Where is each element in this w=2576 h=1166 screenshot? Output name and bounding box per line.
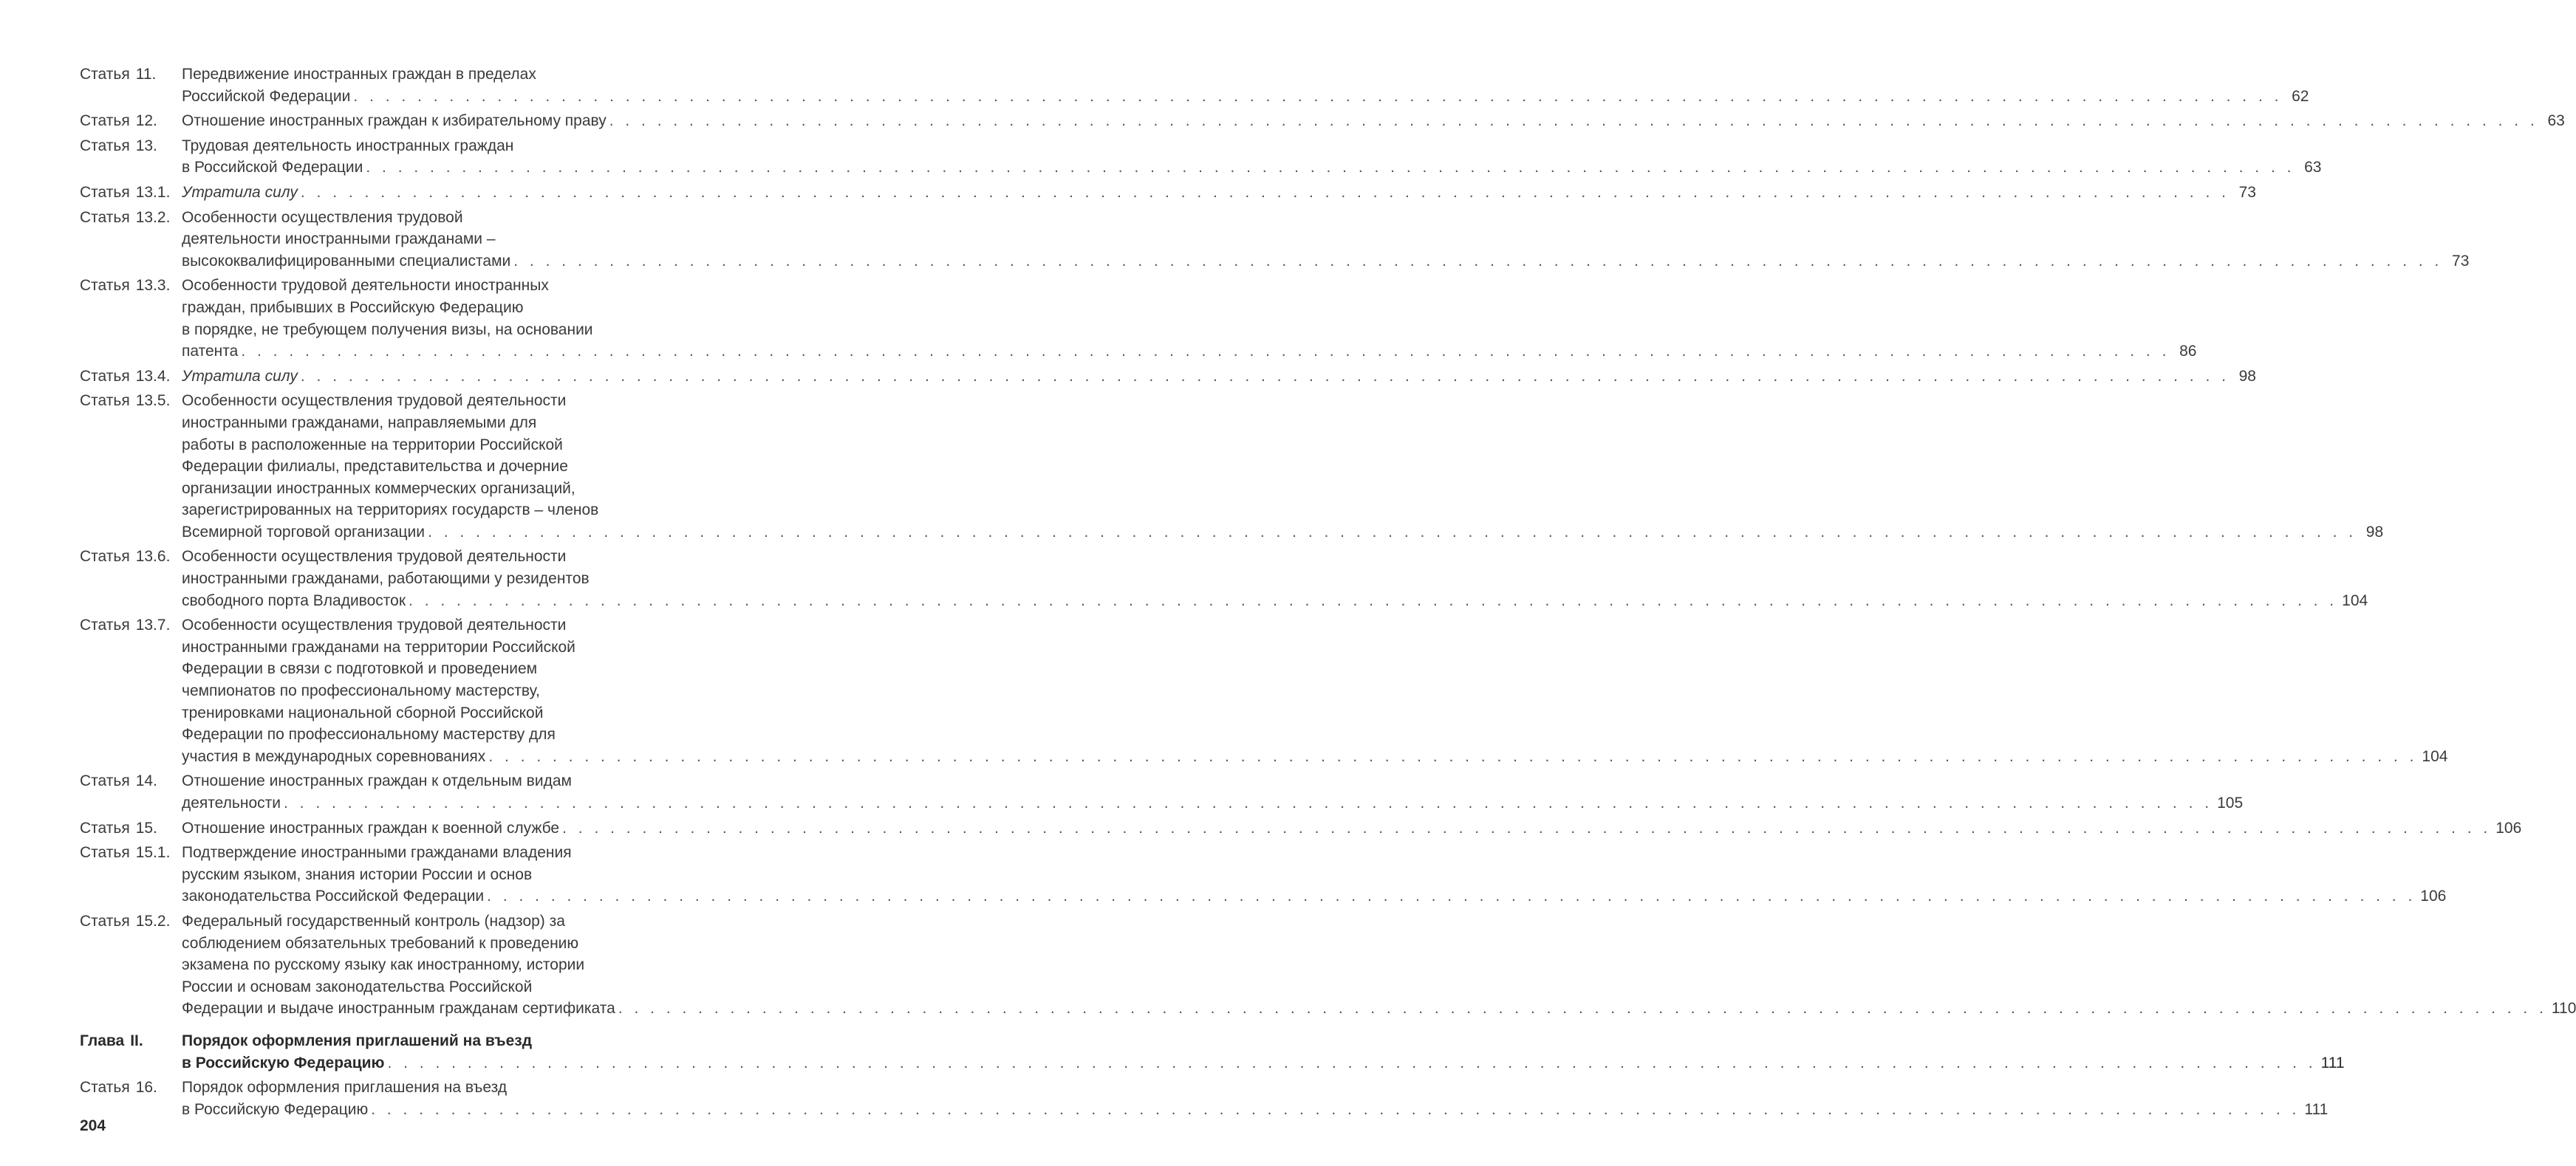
- entry-prefix: Статья: [80, 367, 130, 385]
- entry-line: Федерации и выдаче иностранным гражданам сертификата: [182, 1000, 615, 1018]
- entry-label: [80, 1077, 182, 1099]
- dot-leader: [371, 1099, 2300, 1121]
- toc-entry: [80, 770, 2244, 814]
- entry-line: законодательства Российской Федерации: [182, 888, 485, 905]
- entry-number: 13.6.: [135, 548, 171, 566]
- entry-line: Федерации по профессиональному мастерству для: [182, 726, 556, 744]
- entry-body: [182, 1030, 2345, 1074]
- entry-prefix: Статья: [80, 392, 130, 410]
- entry-line: участия в международных соревнованиях: [182, 747, 486, 765]
- entry-number: 15.: [135, 819, 157, 837]
- entry-body: [182, 842, 2446, 908]
- entry-prefix: Статья: [80, 548, 130, 566]
- entry-line: высококвалифицированными специалистами: [182, 252, 511, 270]
- entry-line: в Российской Федерации: [182, 159, 363, 176]
- entry-line: иностранными гражданами, работающими у резидентов: [182, 570, 590, 588]
- entry-line: деятельности: [182, 795, 281, 812]
- entry-prefix: Статья: [80, 183, 130, 201]
- toc-chapter-entry: [80, 1030, 2345, 1074]
- entry-last-line: [182, 157, 2321, 179]
- page-number: 62: [2292, 87, 2309, 105]
- entry-prefix: Статья: [80, 844, 130, 862]
- entry-line: Подтверждение иностранными гражданами владения: [182, 844, 572, 862]
- entry-line: Федерации филиалы, представительства и дочерние: [182, 458, 568, 476]
- page-number: 86: [2179, 343, 2197, 360]
- page-number: 106: [2495, 819, 2522, 837]
- entry-number: 13.: [135, 137, 157, 154]
- dot-leader: [284, 792, 2213, 815]
- entry-number: 13.3.: [135, 277, 171, 295]
- page-number: 104: [2422, 747, 2448, 765]
- entry-body: [182, 1077, 2328, 1120]
- entry-label: [80, 207, 182, 229]
- page-number: 105: [2217, 795, 2244, 812]
- dot-leader: [562, 817, 2491, 840]
- entry-line: Порядок оформления приглашения на въезд: [182, 1079, 508, 1097]
- entry-body: [182, 275, 2196, 362]
- entry-label: [80, 817, 182, 840]
- dot-leader: [387, 1052, 2316, 1074]
- toc-entry: [80, 1077, 2329, 1120]
- entry-label: [80, 64, 182, 86]
- entry-line: тренировками национальной сборной Российской: [182, 704, 544, 721]
- entry-line: организации иностранных коммерческих организаций,: [182, 479, 575, 497]
- dot-leader: [301, 182, 2230, 204]
- entry-line: свободного порта Владивосток: [182, 591, 406, 609]
- entry-prefix: Глава: [80, 1032, 125, 1049]
- entry-last-line: [182, 86, 2309, 108]
- entry-label: [80, 770, 182, 792]
- entry-number: 15.2.: [135, 912, 171, 930]
- entry-label: [80, 366, 182, 388]
- entry-line: зарегистрированных на территориях государств – членов: [182, 501, 599, 519]
- toc-entry: [80, 614, 2448, 767]
- entry-line: Всемирной торговой организации: [182, 523, 426, 541]
- entry-number: 11.: [135, 66, 157, 83]
- entry-line: в Российскую Федерацию: [182, 1054, 385, 1071]
- entry-line: Передвижение иностранных граждан в пределах: [182, 66, 536, 83]
- entry-line: Отношение иностранных граждан к избирательному праву: [182, 112, 607, 130]
- entry-number: 13.1.: [135, 183, 171, 201]
- toc-entry: [80, 110, 2565, 132]
- entry-prefix: Статья: [80, 1079, 130, 1097]
- entry-last-line: [182, 250, 2469, 272]
- entry-number: II.: [130, 1032, 143, 1049]
- entry-last-line: [182, 110, 2565, 132]
- entry-number: 16.: [135, 1079, 157, 1097]
- toc-entry: [80, 546, 2368, 611]
- entry-line: Особенности трудовой деятельности иностранных: [182, 277, 549, 295]
- entry-body: [182, 390, 2383, 543]
- entry-last-line: [182, 590, 2368, 612]
- entry-label: [80, 614, 182, 637]
- entry-label: [80, 546, 182, 568]
- entry-body: [182, 910, 2576, 1020]
- entry-body: [182, 817, 2521, 840]
- entry-line: работы в расположенные на территории Российской: [182, 436, 563, 453]
- entry-label: [80, 275, 182, 297]
- entry-number: 14.: [135, 772, 157, 790]
- entry-line: иностранными гражданами на территории Российской: [182, 638, 575, 656]
- entry-line: в Российскую Федерацию: [182, 1100, 369, 1118]
- table-of-contents: [80, 64, 2576, 1123]
- page-number: 110: [2551, 1000, 2576, 1018]
- entry-number: 13.4.: [135, 367, 171, 385]
- entry-body: [182, 207, 2469, 272]
- entry-body: [182, 770, 2243, 814]
- entry-line: граждан, прибывших в Российскую Федерацию: [182, 298, 524, 316]
- dot-leader: [487, 885, 2416, 908]
- entry-body: [182, 135, 2321, 179]
- entry-label: [80, 110, 182, 132]
- entry-label: [80, 910, 182, 933]
- entry-line: патента: [182, 343, 239, 360]
- page-number: 104: [2342, 591, 2368, 609]
- page-number: 111: [2304, 1100, 2329, 1118]
- entry-prefix: Статья: [80, 277, 130, 295]
- entry-body: [182, 614, 2447, 767]
- page-number: 63: [2304, 159, 2322, 176]
- toc-entry: [80, 366, 2256, 388]
- dot-leader: [366, 157, 2295, 179]
- entry-line: Особенности осуществления трудовой: [182, 208, 463, 226]
- dot-leader: [513, 250, 2442, 272]
- entry-line: экзамена по русскому языку как иностранному, истории: [182, 956, 585, 974]
- toc-entry: [80, 390, 2384, 543]
- entry-number: 13.5.: [135, 392, 171, 410]
- entry-prefix: Статья: [80, 772, 130, 790]
- entry-number: 13.7.: [135, 617, 171, 634]
- entry-prefix: Статья: [80, 112, 130, 130]
- entry-number: 15.1.: [135, 844, 171, 862]
- entry-line: Отношение иностранных граждан к военной службе: [182, 819, 560, 837]
- toc-entry: [80, 64, 2309, 107]
- entry-line: Утратила силу: [182, 183, 298, 201]
- entry-prefix: Статья: [80, 208, 130, 226]
- entry-label: [80, 842, 182, 864]
- entry-line: Российской Федерации: [182, 87, 351, 105]
- entry-line: Федеральный государственный контроль (надзор) за: [182, 912, 565, 930]
- entry-line: русским языком, знания истории России и основ: [182, 865, 533, 883]
- entry-number: 12.: [135, 112, 157, 130]
- dot-leader: [609, 110, 2538, 132]
- entry-line: Особенности осуществления трудовой деятельности: [182, 617, 567, 634]
- entry-last-line: [182, 885, 2446, 908]
- dot-leader: [409, 590, 2337, 612]
- toc-entry: [80, 817, 2522, 840]
- entry-line: Порядок оформления приглашений на въезд: [182, 1032, 533, 1049]
- entry-line: России и основам законодательства Российской: [182, 978, 533, 995]
- entry-prefix: Статья: [80, 617, 130, 634]
- page-number: 73: [2452, 252, 2470, 270]
- entry-line: в порядке, не требующем получения визы, на основании: [182, 320, 593, 338]
- dot-leader: [353, 86, 2282, 108]
- entry-line: Трудовая деятельность иностранных граждан: [182, 137, 514, 154]
- toc-entry: [80, 207, 2470, 272]
- entry-last-line: [182, 998, 2576, 1020]
- toc-entry: [80, 842, 2447, 908]
- page-folio-number: 204: [80, 1117, 106, 1134]
- entry-line: деятельности иностранными гражданами –: [182, 230, 496, 248]
- entry-last-line: [182, 1052, 2345, 1074]
- entry-label: [80, 1030, 182, 1052]
- entry-line: Утратила силу: [182, 367, 298, 385]
- entry-line: чемпионатов по профессиональному мастерству,: [182, 682, 540, 700]
- entry-last-line: [182, 1099, 2328, 1121]
- entry-line: соблюдением обязательных требований к проведению: [182, 934, 579, 952]
- entry-prefix: Статья: [80, 819, 130, 837]
- toc-entry: [80, 135, 2322, 179]
- entry-last-line: [182, 817, 2521, 840]
- entry-prefix: Статья: [80, 137, 130, 154]
- toc-entry: [80, 910, 2576, 1020]
- toc-entry: [80, 275, 2197, 362]
- entry-line: Особенности осуществления трудовой деятельности: [182, 392, 567, 410]
- dot-leader: [428, 521, 2357, 543]
- entry-prefix: Статья: [80, 66, 130, 83]
- entry-last-line: [182, 521, 2383, 543]
- entry-line: Особенности осуществления трудовой деятельности: [182, 548, 567, 566]
- dot-leader: [618, 998, 2547, 1020]
- dot-leader: [241, 340, 2170, 363]
- entry-line: Отношение иностранных граждан к отдельным видам: [182, 772, 572, 790]
- entry-label: [80, 390, 182, 412]
- entry-last-line: [182, 340, 2196, 363]
- page-number: 98: [2365, 523, 2384, 541]
- entry-last-line: [182, 746, 2447, 768]
- dot-leader: [301, 366, 2230, 388]
- page-number: 73: [2238, 183, 2256, 201]
- entry-last-line: [182, 366, 2256, 388]
- entry-body: [182, 182, 2256, 204]
- entry-body: [182, 366, 2256, 388]
- entry-last-line: [182, 182, 2256, 204]
- entry-last-line: [182, 792, 2243, 815]
- entry-body: [182, 64, 2309, 107]
- entry-line: Федерации в связи с подготовкой и проведением: [182, 660, 538, 678]
- entry-line: иностранными гражданами, направляемыми для: [182, 414, 537, 431]
- entry-prefix: Статья: [80, 912, 130, 930]
- page-number: 111: [2320, 1054, 2345, 1071]
- page-number: 106: [2420, 888, 2447, 905]
- toc-entry: [80, 182, 2256, 204]
- entry-body: [182, 110, 2565, 132]
- dot-leader: [488, 746, 2417, 768]
- entry-number: 13.2.: [135, 208, 171, 226]
- page-number: 63: [2547, 112, 2565, 130]
- page-number: 98: [2238, 367, 2256, 385]
- entry-label: [80, 135, 182, 157]
- entry-body: [182, 546, 2368, 611]
- entry-label: [80, 182, 182, 204]
